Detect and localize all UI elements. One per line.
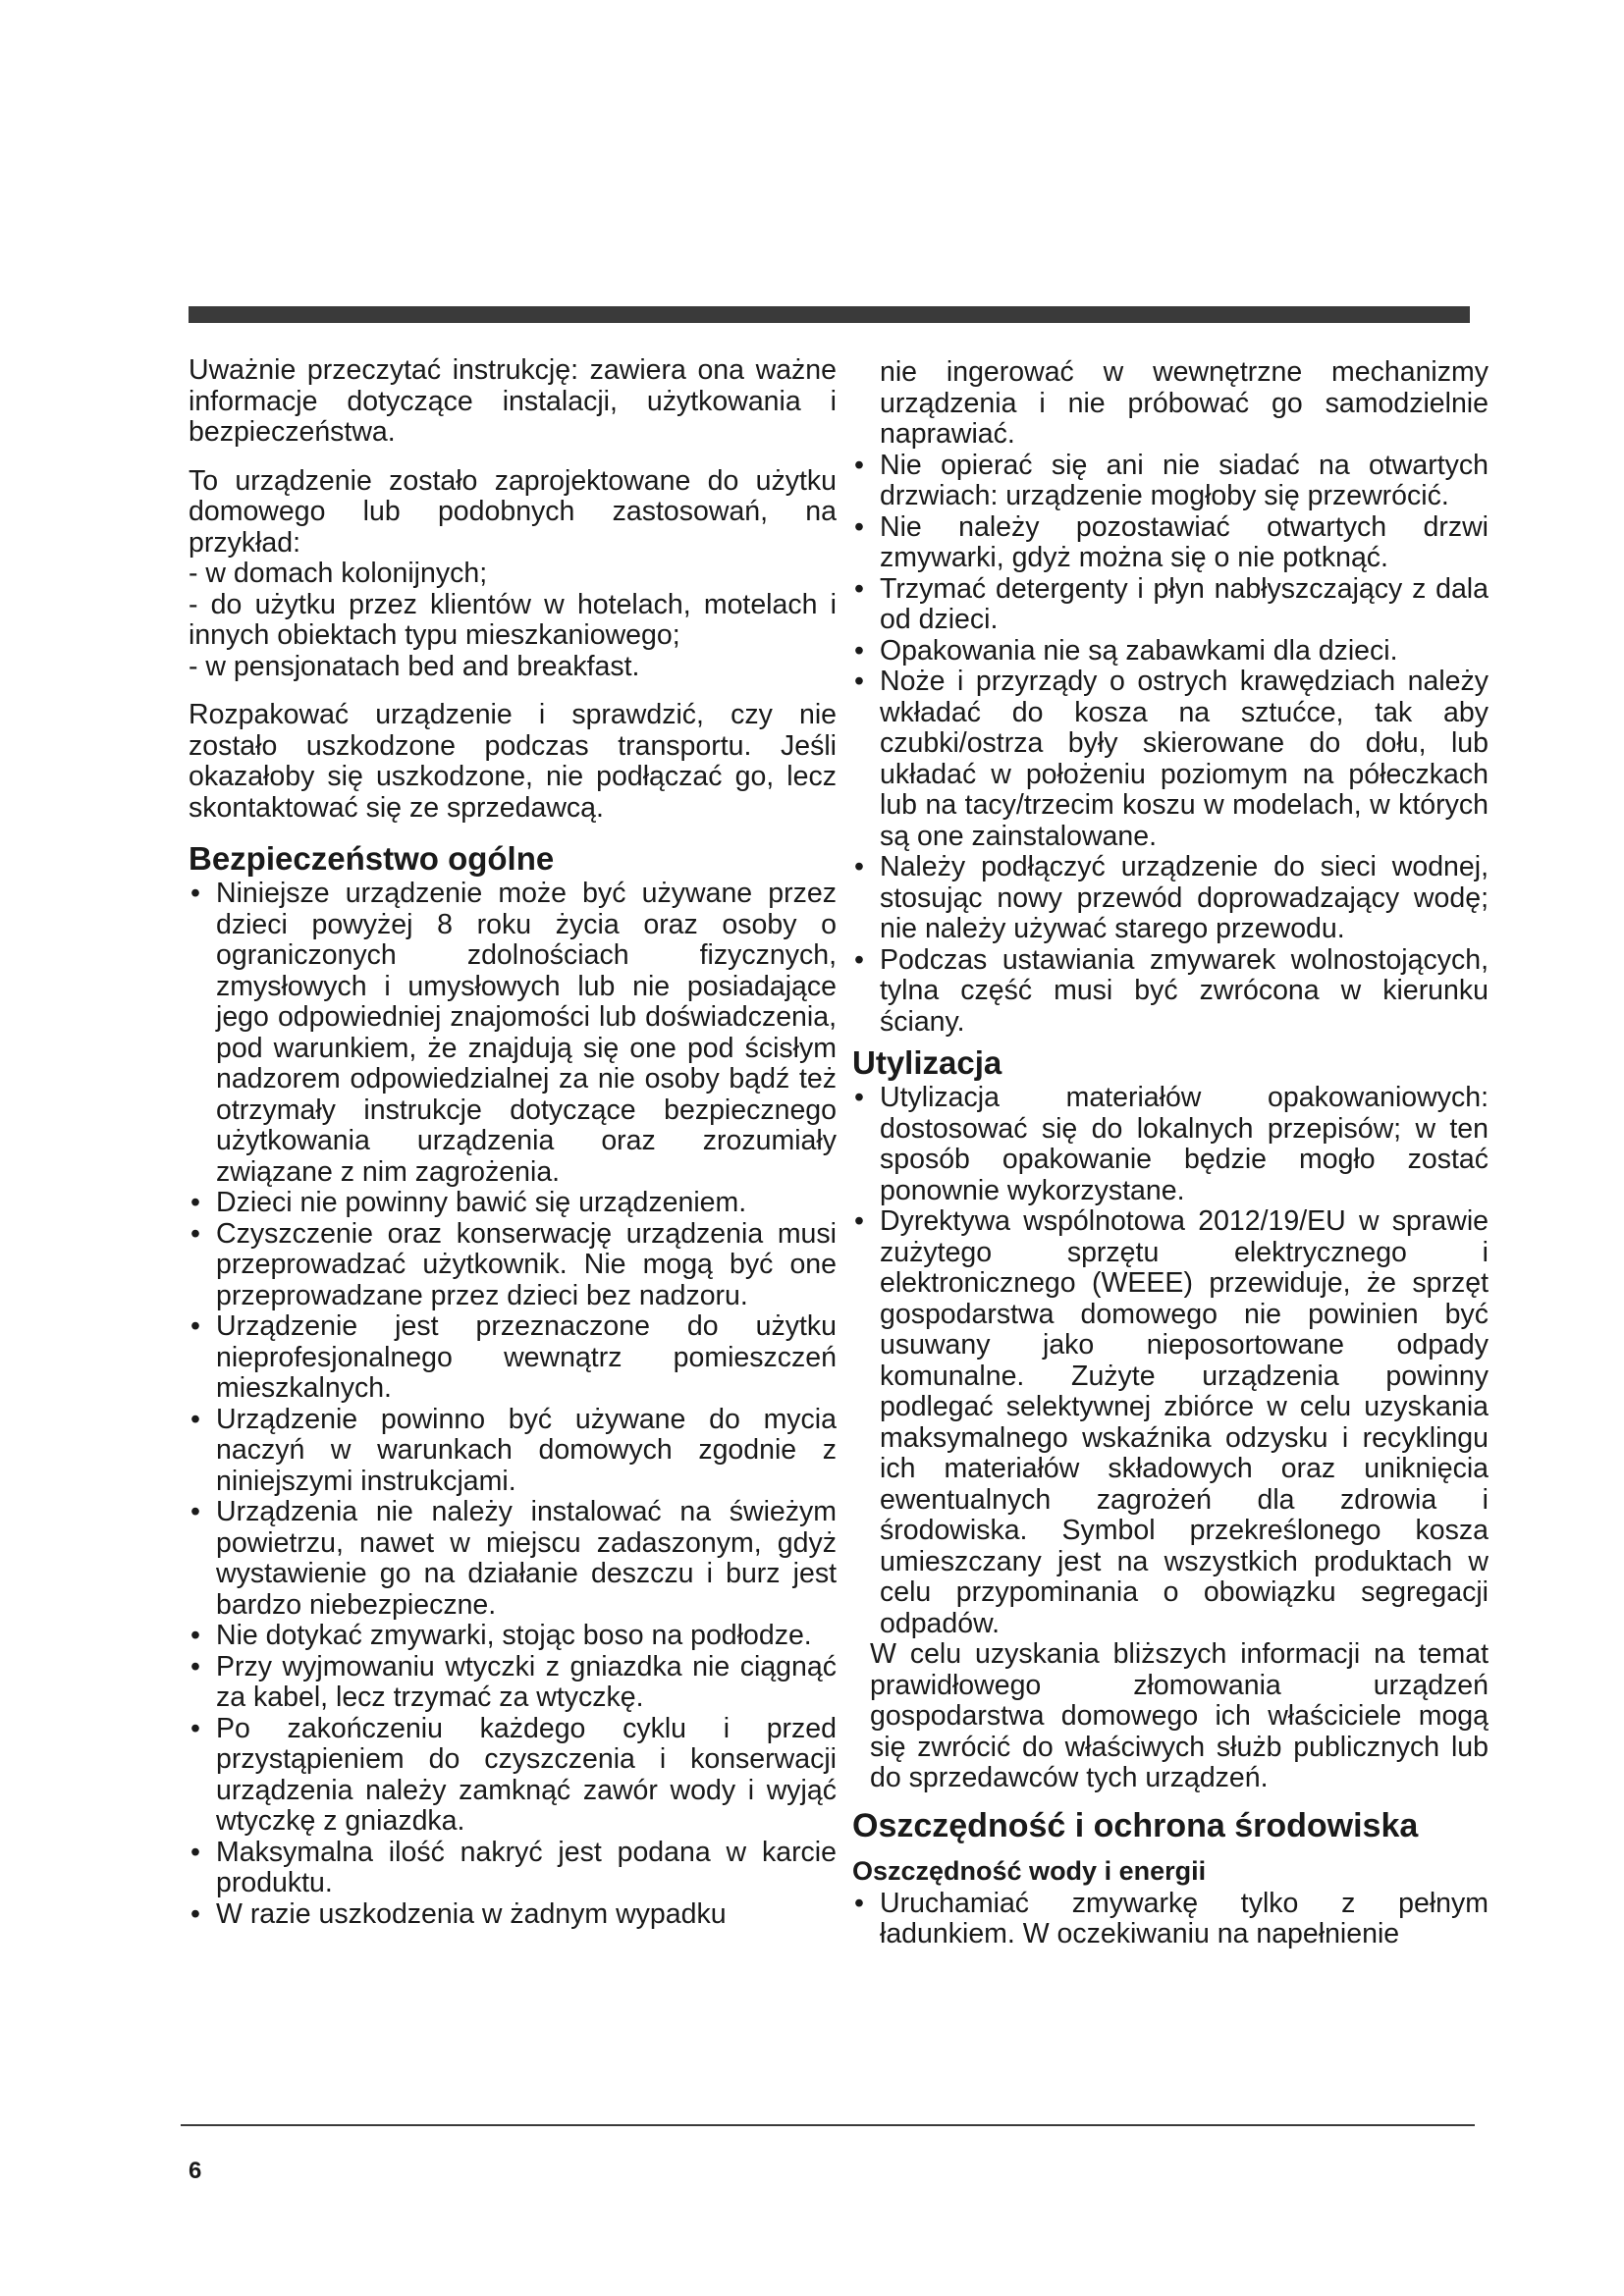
safety-item-knives: • Noże i przyrządy o ostrych krawędziach należy wkładać do kosza na sztućce, tak aby czubki/ostrza były skierowane do dołu, lub układać w położeniu poziomym na półeczkach lub na tacy/trzecim koszu w modelach, w których są one zainstalowane. bbox=[852, 667, 1489, 852]
disposal-item-packaging: • Utylizacja materiałów opakowaniowych: dostosować się do lokalnych przepisów; w ten sposób opakowanie będzie mogło zostać ponownie wykorzystane. bbox=[852, 1083, 1489, 1206]
eco-item-full-load: • Uruchamiać zmywarkę tylko z pełnym ładunkiem. W oczekiwaniu na napełnienie bbox=[852, 1889, 1489, 1950]
safety-item-unplugging: • Przy wyjmowaniu wtyczki z gniazdka nie ciągnąć za kabel, lecz trzymać za wtyczkę. bbox=[189, 1652, 837, 1714]
usage-example-2: - do użytku przez klientów w hotelach, motelach i innych obiektach typu mieszkaniowego; bbox=[189, 588, 837, 651]
usage-example-3: - w pensjonatach bed and breakfast. bbox=[189, 650, 640, 682]
safety-item-domestic-use: • Urządzenie jest przeznaczone do użytku nieprofesjonalnego wewnątrz pomieszczeń mieszkalnych. bbox=[189, 1311, 837, 1405]
safety-item-barefoot: • Nie dotykać zmywarki, stojąc boso na podłodze. bbox=[189, 1621, 837, 1652]
safety-item-detergents: • Trzymać detergenty i płyn nabłyszczający z dala od dzieci. bbox=[852, 574, 1489, 636]
safety-item-damage: • W razie uszkodzenia w żadnym wypadku bbox=[189, 1899, 837, 1931]
intro-paragraph-2-text: To urządzenie zostało zaprojektowane do użytku domowego lub podobnych zastosowań, na przykład: bbox=[189, 464, 837, 559]
general-safety-list bbox=[189, 879, 837, 1930]
safety-item-outdoor: • Urządzenia nie należy instalować na świeżym powietrzu, nawet w miejscu zadaszonym, gdyż wystawienie go na działanie deszczu i burz jest bardzo niebezpieczne. bbox=[189, 1497, 837, 1621]
safety-item-children-supervision: • Niniejsze urządzenie może być używane przez dzieci powyżej 8 roku życia oraz osoby o ograniczonych zdolnościach fizycznych, zmysłowych i umysłowych lub nie posiadające jego odpowiedniej znajomości lub doświadczenia, pod warunkiem, że znajdują się one pod ścisłym nadzorem odpowiedzialnej za nie osoby bądź też otrzymały instrukcje dotyczące bezpiecznego użytkowania urządzenia oraz zrozumiały związane z nim zagrożenia. bbox=[189, 879, 837, 1188]
section-title-disposal: Utylizacja bbox=[852, 1044, 1002, 1081]
left-column bbox=[189, 355, 837, 1930]
disposal-item-weee: • Dyrektywa wspólnotowa 2012/19/EU w sprawie zużytego sprzętu elektrycznego i elektronicznego (WEEE) przewiduje, że sprzęt gospodarstwa domowego nie powinien być usuwany jako nieposortowane odpady komunalne. Zużyte urządzenia powinny podlegać selektywnej zbiórce w celu uzyskania maksymalnego wskaźnika odzysku i recyklingu ich materiałów składowych oraz uniknięcia ewentualnych zagrożeń dla zdrowia i środowiska. Symbol przekreślonego kosza umieszczany jest na wszystkich produktach w celu przypominania o obowiązku segregacji odpadów. bbox=[852, 1206, 1489, 1639]
section-title-general-safety: Bezpieczeństwo ogólne bbox=[189, 840, 555, 877]
right-column bbox=[852, 357, 1489, 1950]
page-number: 6 bbox=[189, 2158, 202, 2184]
safety-item-dishwashing-use: • Urządzenie powinno być używane do mycia naczyń w warunkach domowych zgodnie z niniejszymi instrukcjami. bbox=[189, 1405, 837, 1498]
safety-item-freestanding: • Podczas ustawiania zmywarek wolnostojących, tylna część musi być zwrócona w kierunku ściany. bbox=[852, 945, 1489, 1039]
usage-example-1: - w domach kolonijnych; bbox=[189, 558, 488, 589]
safety-item-packaging: • Opakowania nie są zabawkami dla dzieci. bbox=[852, 636, 1489, 667]
footer-rule bbox=[181, 2124, 1475, 2126]
safety-item-damage-continuation: nie ingerować w wewnętrzne mechanizmy urządzenia i nie próbować go samodzielnie naprawiać. bbox=[880, 356, 1489, 450]
safety-item-max-settings: • Maksymalna ilość nakryć jest podana w karcie produktu. bbox=[189, 1838, 837, 1899]
intro-paragraph-2 bbox=[189, 466, 837, 683]
intro-paragraph-3: Rozpakować urządzenie i sprawdzić, czy nie zostało uszkodzone podczas transportu. Jeśli okazałoby się uszkodzone, nie podłączać go, lecz skontaktować się ze sprzedawcą. bbox=[189, 699, 837, 824]
safety-item-after-cycle: • Po zakończeniu każdego cyklu i przed przystąpieniem do czyszczenia i konserwacji urządzenia należy zamknąć zawór wody i wyjąć wtyczkę z gniazdka. bbox=[189, 1714, 837, 1838]
eco-list bbox=[852, 1889, 1489, 1950]
safety-item-door-lean: • Nie opierać się ani nie siadać na otwartych drzwiach: urządzenie mogłoby się przewrócić. bbox=[852, 451, 1489, 512]
subsection-title-water-energy: Oszczędność wody i energii bbox=[852, 1855, 1207, 1886]
safety-item-door-open: • Nie należy pozostawiać otwartych drzwi zmywarki, gdyż można się o nie potknąć. bbox=[852, 512, 1489, 574]
general-safety-list-continued bbox=[852, 451, 1489, 1039]
safety-item-children-play: • Dzieci nie powinny bawić się urządzeniem. bbox=[189, 1188, 837, 1219]
disposal-list bbox=[852, 1083, 1489, 1639]
intro-paragraph-1: Uważnie przeczytać instrukcję: zawiera ona ważne informacje dotyczące instalacji, użytkowania i bezpieczeństwa. bbox=[189, 354, 837, 448]
section-title-eco: Oszczędność i ochrona środowiska bbox=[852, 1806, 1419, 1844]
header-bar bbox=[189, 306, 1470, 323]
disposal-note: W celu uzyskania bliższych informacji na temat prawidłowego złomowania urządzeń gospodarstwa domowego ich właściciele mogą się zwrócić do właściwych służb publicznych lub do sprzedawców tych urządzeń. bbox=[870, 1638, 1489, 1793]
safety-item-cleaning: • Czyszczenie oraz konserwację urządzenia musi przeprowadzać użytkownik. Nie mogą być one przeprowadzane przez dzieci bez nadzoru. bbox=[189, 1219, 837, 1312]
safety-item-water-hose: • Należy podłączyć urządzenie do sieci wodnej, stosując nowy przewód doprowadzający wodę; nie należy używać starego przewodu. bbox=[852, 852, 1489, 945]
